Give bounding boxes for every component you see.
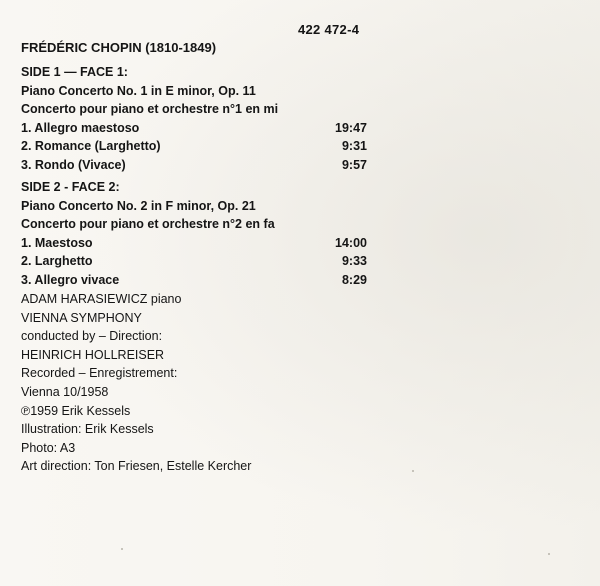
track-time: 9:31 — [341, 139, 367, 153]
credits-section — [21, 290, 381, 476]
track-time: 14:00 — [335, 235, 367, 250]
credit-line: Illustration: Erik Kessels — [21, 422, 154, 437]
side-2-section — [21, 178, 367, 289]
credit-line: conducted by – Direction: — [21, 329, 163, 344]
credit-line: HEINRICH HOLLREISER — [21, 347, 165, 362]
credit-line: Art direction: Ton Friesen, Estelle Kercher — [21, 459, 252, 474]
credit-line: ℗1959 Erik Kessels — [21, 403, 131, 418]
track-label: 2. Romance (Larghetto) — [21, 139, 161, 153]
credit-line: Recorded – Enregistrement: — [21, 366, 178, 381]
paper-speck — [412, 470, 414, 472]
track-label: 3. Allegro vivace — [21, 272, 120, 287]
credit-line: Photo: A3 — [21, 440, 76, 455]
side-1-section — [21, 63, 367, 174]
paper-speck — [548, 553, 550, 555]
track-row — [21, 119, 367, 138]
paper-speck — [121, 548, 123, 550]
track-time: 19:47 — [335, 120, 367, 135]
track-time: 9:33 — [341, 254, 367, 268]
composer-heading: FRÉDÉRIC CHOPIN (1810-1849) — [21, 40, 217, 55]
track-row — [21, 137, 367, 156]
credit-line: ADAM HARASIEWICZ piano — [21, 292, 182, 306]
credit-line: VIENNA SYMPHONY — [21, 310, 142, 325]
track-time: 8:29 — [341, 272, 367, 287]
side-2-heading: SIDE 2 - FACE 2: — [21, 180, 120, 194]
side-1-title-fr: Concerto pour piano et orchestre n°1 en mi — [21, 102, 279, 116]
track-label: 3. Rondo (Vivace) — [21, 157, 126, 172]
credit-line: Vienna 10/1958 — [21, 384, 109, 399]
track-row — [21, 234, 367, 253]
side-2-title-en: Piano Concerto No. 2 in F minor, Op. 21 — [21, 198, 256, 213]
track-label: 1. Maestoso — [21, 235, 93, 250]
track-row — [21, 252, 367, 271]
side-2-title-fr: Concerto pour piano et orchestre n°2 en fa — [21, 217, 275, 231]
catalog-number: 422 472-4 — [298, 22, 360, 37]
track-time: 9:57 — [341, 157, 367, 172]
side-1-heading: SIDE 1 — FACE 1: — [21, 65, 128, 79]
track-row — [21, 156, 367, 175]
track-row — [21, 271, 367, 290]
side-1-title-en: Piano Concerto No. 1 in E minor, Op. 11 — [21, 83, 256, 98]
track-label: 2. Larghetto — [21, 254, 93, 268]
track-label: 1. Allegro maestoso — [21, 120, 140, 135]
